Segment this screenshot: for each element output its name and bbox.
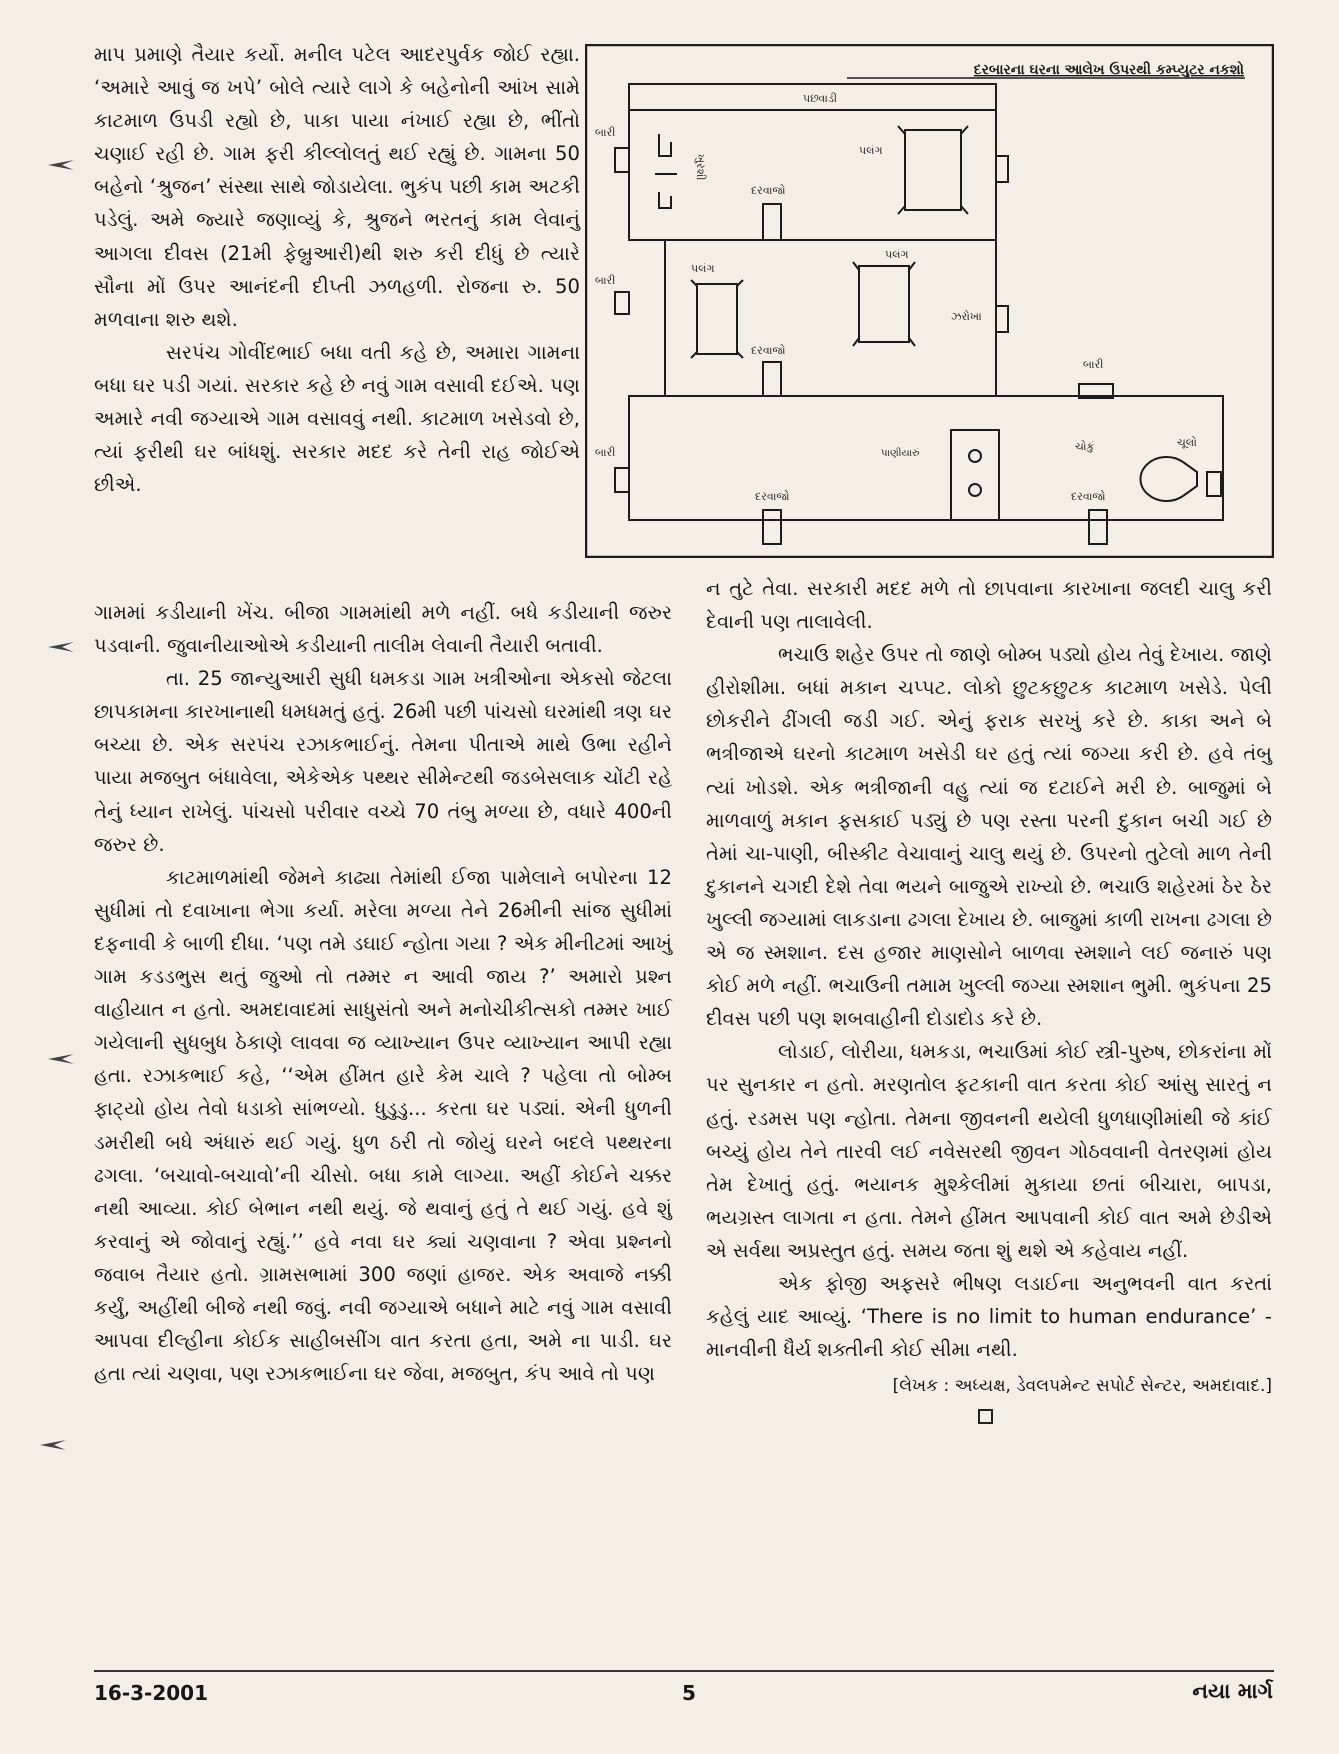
bind-hole-mark [48,640,74,654]
end-of-article-mark [978,1409,993,1424]
water-stand [951,430,999,520]
room-bottom [629,396,1223,520]
label-chowk: ચોકું [1075,440,1095,453]
diagram-frame [586,45,1273,557]
room-middle [665,240,996,396]
footer-date: 16-3-2001 [94,1681,209,1705]
chair-1 [659,134,671,156]
window-side-1 [996,156,1008,182]
bed-leg [898,126,905,134]
paragraph: ન તુટે તેવા. સરકારી મદદ મળે તો છાપવાના કારખાના જલદી ચાલુ કરી દેવાની પણ તાલાવેલી. [706,577,1272,634]
page-number: 5 [682,1681,696,1705]
label-door: દરવાજો [1071,490,1106,503]
label-window: બારી [595,446,616,459]
door-4 [1089,510,1107,544]
paragraph: કાટમાળમાંથી જેમને કાઢ્યા તેમાંથી ઈજા પામેલાને બપોરના 12 સુધીમાં તો દવાખાના ભેગા કર્યા. મરેલા મળ્યા તેને 26મીની સાંજ સુધીમાં દફનાવી કે બાળી દીધા. ‘પણ તમે ડઘાઈ ન્હોતા ગયા ? એક મીનીટમાં આખું ગામ કડડભુસ થતું જુઓ તો તમ્મર ન આવી જાય ?’ અમારો પ્રશ્ન વાહીયાત ન હતો. અમદાવાદમાં સાધુસંતો અને મનોચીકીત્સકો તમ્મર ખાઈ ગયેલાની સુધબુધ ઠેકાણે લાવવા જ વ્યાખ્યાન ઉપર વ્યાખ્યાન આપી રહ્યા હતા. રઝાકભાઈ કહે, ‘‘એમ હીંમત હારે કેમ ચાલે ? પહેલા તો બોમ્બ ફાટ્યો હોય તેવો ધડાકો સાંભળ્યો. ધુડુડુ... કરતા ઘર પડ્યાં. એની ધુળની ડમરીથી બધે અંધારું થઈ ગયું. ધુળ ઠરી તો જોયું ઘરને બદલે પથ્થરના ઢગલા. ‘બચાવો-બચાવો’ની ચીસો. બધા કામે લાગ્યા. અહીં કોઈને ચક્કર નથી આવ્યા. કોઈ બેભાન નથી થયું. જે થવાનું હતું તે થઈ ગયું. હવે શું કરવાનું એ જોવાનું રહ્યું.’’ હવે નવા ઘર ક્યાં ચણવાના ? એવા પ્રશ્નનો જવાબ તૈયાર હતો. ગ્રામસભામાં 300 જણાં હાજર. એક અવાજે નક્કી કર્યું, અહીંથી બીજે નથી જવું. નવી જગ્યાએ બધાને માટે નવું ગામ વસાવી આપવા દીલ્હીના કોઈક સાહીબસીંગ વાત કરતા હતા, અમે ના પાડી. ઘર હતા ત્યાં ચણવા, પણ રઝાકભાઈના ઘર જેવા, મજબુત, કંપ આવે તો પણ [94,865,672,1386]
window-1 [615,148,629,172]
paragraph: લોડાઈ, લોરીયા, ધમકડા, ભચાઉમાં કોઈ સ્ત્રી-પુરુષ, છોકરાંના મોં પર સુનકાર ન હતો. મરણતોલ ફટકાની વાત કરતા કોઈ આંસુ સારતું ન હતું. રડમસ પણ ન્હોતા. તેમના જીવનની થયેલી ધુળધાણીમાંથી જે કાંઈ બચ્યું હોય તેને તારવી લઈ નવેસરથી જીવન ગોઠવવાની વેતરણમાં હોય તેમ દેખાતું હતું. ભયાનક મુશ્કેલીમાં મુકાયા છતાં બીચારા, બાપડા, ભયગ્રસ્ત લાગતા ન હતા. તેમને હીંમત આપવાની કોઈ વાત અમે છેડીએ એ સર્વથા અપ્રસ્તુત હતું. સમય જતા શું થશે એ કહેવાય નહીં. [706,1040,1272,1262]
label-backyard: પછ્વાડી [803,92,838,105]
publication-name: નયા માર્ગ [1192,1679,1273,1703]
article-column-left-top [94,38,580,501]
label-stove: ચૂલો [1177,436,1197,449]
paragraph: એક ફોજી અફસરે ભીષણ લડાઈના અનુભવની વાત કરતાં કહેલું યાદ આવ્યું. ‘There is no limit to human endurance’ - માનવીની ધૈર્ય શક્તીની કોઈ સીમા નથી. [706,1271,1272,1362]
label-bed: પલંગ [691,262,715,275]
label-door: દરવાજો [751,184,786,197]
bind-hole-mark [48,1052,74,1066]
bed-3 [859,266,909,342]
label-window: બારી [595,126,616,139]
label-door: દરવાજો [751,344,786,357]
door-2 [763,362,781,396]
stove-mouth [1183,462,1197,496]
chair-2 [659,192,671,208]
label-window: બારી [1083,358,1104,371]
label-bed: પલંગ [885,248,909,261]
bed-leg [961,126,968,134]
label-window: બારી [595,274,616,287]
window-3 [615,468,629,492]
stove-arc [1140,457,1183,501]
window-2 [615,292,629,314]
stove-window [1207,472,1221,496]
water-pot [969,450,981,462]
label-jharokha: ઝરોખા [951,310,982,323]
article-column-left-bottom [94,596,672,1390]
bind-hole-mark [48,158,74,172]
paragraph: ભચાઉ શહેર ઉપર તો જાણે બોમ્બ પડ્યો હોય તેવું દેખાય. જાણે હીરોશીમા. બધાં મકાન ચપ્પટ. લોકો છુટકછુટક કાટમાળ ખસેડે. પેલી છોકરીને ઢીંગલી જડી ગઈ. એનું ફરાક સરખું કરે છે. કાકા અને બે ભત્રીજાએ ઘરનો કાટમાળ ખસેડી ઘર હતું ત્યાં જગ્યા કરી છે. હવે તંબુ ત્યાં ખોડશે. એક ભત્રીજાની વહુ ત્યાં જ દટાઈને મરી છે. બાજુમાં બે માળવાળું મકાન ફસકાઈ પડ્યું છે પણ રસ્તા પરની દુકાન બચી ગઈ છે તેમાં ચા-પાણી, બીસ્કીટ વેચાવાનું ચાલુ થયું છે. ઉપરનો તુટેલો માળ તેની દુકાનને ચગદી દેશે તેવા ભયને બાજુએ રાખ્યો છે. ભચાઉ શહેરમાં ઠેર ઠેર ખુલ્લી જગ્યામાં લાકડાના ઢગલા દેખાય છે. બાજુમાં કાળી રાખના ઢગલા છે એ જ સ્મશાન. દસ હજાર માણસોને બાળવા સ્મશાને લઈ જનારું પણ કોઈ મળે નહીં. ભચાઉની તમામ ખુલ્લી જગ્યા સ્મશાન ભુમી. ભુકંપના 25 દીવસ પછી પણ શબવાહીની દોડાદોડ કરે છે. [706,643,1272,1031]
paragraph: ગામમાં કડીયાની ખેંચ. બીજા ગામમાંથી મળે નહીં. બધે કડીયાની જરુર પડવાની. જુવાનીયાઓએ કડીયાની તાલીમ લેવાની તૈયારી બતાવી. [94,601,672,658]
diagram-title: દરબારના ઘરના આલેખ ઉપરથી કમ્પ્યુટર નકશો [973,62,1244,78]
bed-leg [898,206,905,214]
article-column-right [706,572,1272,1424]
label-chair: ખુરશી [694,154,707,181]
author-credit: [લેખક : અધ્યક્ષ, ડેવલપમેન્ટ સપોર્ટ સેન્ટર, અમદાવાદ.] [892,1376,1272,1397]
paragraph: તા. 25 જાન્યુઆરી સુધી ધમકડા ગામ ખત્રીઓના એકસો જેટલા છાપકામના કારખાનાથી ધમધમતું હતું. 26મી પછી પાંચસો ઘરમાંથી ત્રણ ઘર બચ્યા છે. એક સરપંચ રઝાકભાઈનું. તેમના પીતાએ માથે ઉભા રહીને પાયા મજબુત બંધાવેલા, એકેએક પથ્થર સીમેન્ટથી જડબેસલાક ચોંટી રહે તેનું ધ્યાન રાખેલું. પાંચસો પરીવાર વચ્ચે 70 તંબુ મળ્યા છે, વધારે 400ની જરુર છે. [94,667,672,856]
footer-rule [94,1670,1274,1672]
room-top [629,84,996,240]
bind-hole-mark [40,1438,66,1452]
water-pot [969,484,981,496]
door-1 [763,204,781,240]
label-water-stand: પાણીયારું [881,448,920,459]
paragraph: માપ પ્રમાણે તૈયાર કર્યો. મનીલ પટેલ આદરપુર્વક જોઈ રહ્યા. ‘અમારે આવું જ ખપે’ બોલે ત્યારે લાગે કે બહેનોની આંખ સામે કાટમાળ ઉપડી રહ્યો છે, પાકા પાયા નંખાઈ રહ્યા છે, ભીંતો ચણાઈ રહી છે. ગામ ફરી કીલ્લોલતું થઈ રહ્યું છે. ગામના 50 બહેનો ‘શ્રુજન’ સંસ્થા સાથે જોડાયેલા. ભુકંપ પછી કામ અટકી પડેલું. અમે જ્યારે જણાવ્યું કે, શ્રુજને ભરતનું કામ લેવાનું આગલા દીવસ (21મી ફેબ્રુઆરી)થી શરુ કરી દીધું છે ત્યારે સૌના મોં ઉપર આનંદની દીપ્તી ઝળહળી. રોજના રુ. 50 મળવાના શરુ થશે. [94,43,580,331]
label-bed: પલંગ [859,144,883,157]
window-side-2 [996,306,1008,332]
paragraph: સરપંચ ગોવીંદભાઈ બધા વતી કહે છે, અમારા ગામના બધા ઘર પડી ગયાં. સરકાર કહે છે નવું ગામ વસાવી દઈએ. પણ અમારે નવી જગ્યાએ ગામ વસાવવું નથી. કાટમાળ ખસેડવો છે, ત્યાં ફરીથી ઘર બાંધશું. સરકાર મદદ કરે તેની રાહ જોઈએ છીએ. [94,340,580,497]
bed-2 [697,284,737,354]
bed-leg [961,206,968,214]
label-door: દરવાજો [755,490,790,503]
bed-1 [905,130,961,210]
house-floor-plan-diagram [585,44,1274,558]
door-3 [763,510,781,544]
